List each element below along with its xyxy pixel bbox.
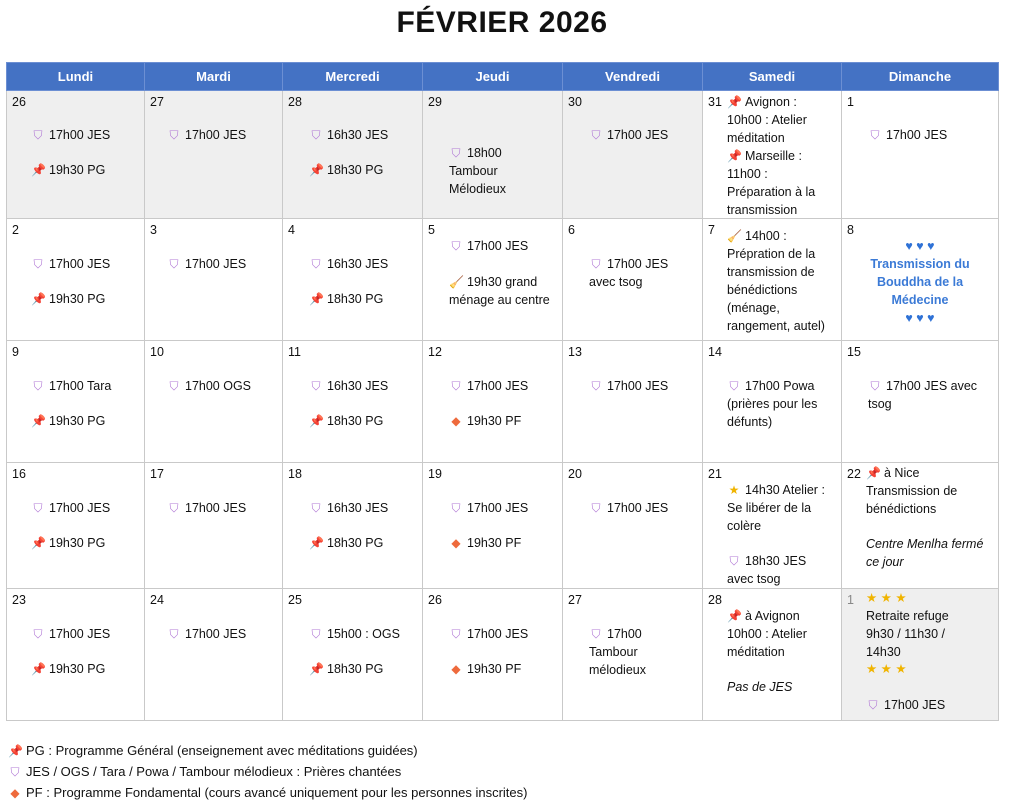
event (449, 625, 558, 643)
event-text: 18h30 PG (327, 536, 384, 550)
event-text: 18h30 JES avec tsog (727, 554, 807, 586)
event (727, 552, 837, 588)
event (449, 660, 558, 678)
praying-figure-icon: ⛉ (868, 698, 878, 712)
praying-figure-icon: ⛉ (169, 501, 179, 515)
pushpin-icon: 📌 (8, 744, 23, 758)
weekday-sunday: Dimanche (842, 63, 999, 91)
event (167, 625, 278, 643)
day-cell (563, 589, 703, 721)
praying-figure-icon: ⛉ (33, 257, 43, 271)
weekday-thursday: Jeudi (423, 63, 563, 91)
event-text: 18h30 PG (327, 292, 384, 306)
event-text: 17h00 JES (607, 379, 669, 393)
day-cell (842, 341, 999, 463)
day-cell (283, 91, 423, 219)
day-cell (7, 463, 145, 589)
event (727, 227, 837, 335)
praying-figure-icon: ⛉ (870, 128, 880, 142)
day-cell (423, 589, 563, 721)
praying-figure-icon: ⛉ (311, 257, 321, 271)
event (449, 273, 558, 309)
day-number: 5 (428, 223, 435, 237)
orange-diamond-icon: ◆ (10, 786, 20, 800)
event (868, 126, 994, 144)
calendar-grid (6, 62, 999, 721)
event-text: 19h30 PF (467, 536, 522, 550)
day-number: 8 (847, 223, 854, 237)
event-text: 14h30 Atelier : Se libérer de la colère (727, 483, 825, 533)
day-number: 12 (428, 345, 442, 359)
event-text: 17h00 Powa (prières pour les défunts) (727, 379, 818, 429)
day-cell (423, 91, 563, 219)
praying-figure-icon: ⛉ (311, 128, 321, 142)
weekday-friday: Vendredi (563, 63, 703, 91)
pushpin-icon: 📌 (866, 466, 881, 480)
weekday-wednesday: Mercredi (283, 63, 423, 91)
day-number: 9 (12, 345, 19, 359)
day-number: 15 (847, 345, 861, 359)
day-number: 17 (150, 467, 164, 481)
day-cell (703, 589, 842, 721)
event-text: 16h30 JES (327, 257, 389, 271)
day-number: 23 (12, 593, 26, 607)
event-text: 16h30 JES (327, 501, 389, 515)
praying-figure-icon: ⛉ (311, 379, 321, 393)
pushpin-icon: 📌 (31, 163, 46, 177)
day-cell (842, 91, 999, 219)
star-icon: ★ (728, 483, 740, 497)
day-number: 31 (708, 95, 722, 109)
event-text: 18h00 Tambour Mélodieux (449, 146, 506, 196)
event (309, 499, 418, 517)
legend-pg (8, 742, 418, 760)
event-text: 17h00 JES (49, 627, 111, 641)
praying-figure-icon: ⛉ (451, 627, 461, 641)
event-text: 17h00 Tambour mélodieux (589, 627, 646, 677)
praying-figure-icon: ⛉ (591, 257, 601, 271)
event (31, 534, 140, 552)
praying-figure-icon: ⛉ (729, 554, 739, 568)
event (309, 377, 418, 395)
day-number: 18 (288, 467, 302, 481)
event-text: 18h30 PG (327, 163, 384, 177)
event-note: Centre Menlha fermé ce jour (866, 537, 984, 569)
day-number: 2 (12, 223, 19, 237)
praying-figure-icon: ⛉ (591, 627, 601, 641)
event (589, 499, 698, 517)
event-text: 18h30 PG (327, 414, 384, 428)
event-text: 17h00 JES (607, 128, 669, 142)
event (727, 93, 837, 147)
orange-diamond-icon: ◆ (451, 536, 461, 550)
event (167, 255, 278, 273)
praying-figure-icon: ⛉ (169, 257, 179, 271)
pushpin-icon: 📌 (309, 662, 324, 676)
stars-row-top (866, 589, 994, 607)
day-cell (563, 341, 703, 463)
day-number: 27 (568, 593, 582, 607)
day-cell (145, 91, 283, 219)
pushpin-icon: 📌 (31, 662, 46, 676)
day-cell (842, 589, 999, 721)
event-note: Pas de JES (727, 680, 793, 694)
event-text: 18h30 PG (327, 662, 384, 676)
day-number: 26 (428, 593, 442, 607)
day-number: 19 (428, 467, 442, 481)
weekday-tuesday: Mardi (145, 63, 283, 91)
event-text: à Avignon 10h00 : Atelier méditation (727, 609, 807, 659)
day-number: 10 (150, 345, 164, 359)
day-cell (7, 589, 145, 721)
day-number: 11 (288, 345, 301, 359)
praying-figure-icon: ⛉ (169, 128, 179, 142)
event (309, 660, 418, 678)
day-cell (145, 341, 283, 463)
day-number: 16 (12, 467, 26, 481)
event (449, 499, 558, 517)
event-text: 17h00 JES (185, 627, 247, 641)
orange-diamond-icon: ◆ (451, 662, 461, 676)
event (727, 607, 837, 661)
day-cell (703, 91, 842, 219)
praying-figure-icon: ⛉ (33, 501, 43, 515)
praying-figure-icon: ⛉ (311, 627, 321, 641)
week-row (7, 219, 999, 341)
day-cell (7, 219, 145, 341)
broom-icon: 🧹 (449, 275, 464, 289)
hearts-row-bottom (850, 309, 990, 327)
broom-icon: 🧹 (727, 229, 742, 243)
event-text: 17h00 JES (886, 128, 948, 142)
praying-figure-icon: ⛉ (33, 379, 43, 393)
event-text: Avignon : 10h00 : Atelier méditation (727, 95, 807, 145)
event (167, 377, 278, 395)
praying-figure-icon: ⛉ (33, 627, 43, 641)
day-cell (842, 219, 999, 341)
event (31, 377, 140, 395)
event (309, 255, 418, 273)
day-cell (7, 91, 145, 219)
event-text: 19h30 PG (49, 414, 106, 428)
weekday-saturday: Samedi (703, 63, 842, 91)
day-number: 28 (288, 95, 302, 109)
event (449, 412, 558, 430)
day-number: 24 (150, 593, 164, 607)
event (727, 147, 837, 219)
event (589, 255, 698, 291)
event (167, 499, 278, 517)
event-text: 17h00 JES (607, 501, 669, 515)
event (449, 237, 558, 255)
day-number: 14 (708, 345, 722, 359)
day-cell (283, 219, 423, 341)
day-cell (283, 341, 423, 463)
orange-diamond-icon: ◆ (451, 414, 461, 428)
legend-prayers (8, 763, 401, 781)
day-cell (423, 463, 563, 589)
event-text: 15h00 : OGS (327, 627, 400, 641)
event-text: 17h00 JES (49, 501, 111, 515)
praying-figure-icon: ⛉ (169, 627, 179, 641)
day-number: 4 (288, 223, 295, 237)
event (31, 660, 140, 678)
event (727, 481, 837, 535)
pushpin-icon: 📌 (727, 95, 742, 109)
pushpin-icon: 📌 (31, 414, 46, 428)
event-text: Retraite refuge 9h30 / 11h30 / 14h30 (866, 609, 949, 659)
pushpin-icon: 📌 (309, 536, 324, 550)
praying-figure-icon: ⛉ (169, 379, 179, 393)
event (309, 126, 418, 144)
event (31, 161, 140, 179)
day-number: 25 (288, 593, 302, 607)
day-cell (423, 219, 563, 341)
day-number: 1 (847, 593, 854, 607)
event (31, 290, 140, 308)
event (309, 534, 418, 552)
event-text: 17h00 JES (49, 128, 111, 142)
praying-figure-icon: ⛉ (451, 379, 461, 393)
event (868, 377, 994, 413)
event (727, 377, 837, 431)
day-number: 30 (568, 95, 582, 109)
event-text: 16h30 JES (327, 379, 389, 393)
day-cell (283, 463, 423, 589)
event-text: 17h00 JES (49, 257, 111, 271)
legend-text: PF : Programme Fondamental (cours avancé uniquement pour les personnes inscrites) (26, 785, 528, 800)
event-text: 19h30 PF (467, 662, 522, 676)
event (31, 499, 140, 517)
day-number: 26 (12, 95, 26, 109)
legend-pf (8, 784, 527, 802)
event-text: 17h00 OGS (185, 379, 252, 393)
event-text: Marseille : 11h00 : Préparation à la transmission (727, 149, 816, 217)
day-number: 7 (708, 223, 715, 237)
day-number: 20 (568, 467, 582, 481)
praying-figure-icon: ⛉ (451, 239, 461, 253)
star-icon: ★ ★ ★ (866, 662, 907, 676)
blue-heart-icon: ♥ ♥ ♥ (905, 239, 935, 253)
event-text: 19h30 PF (467, 414, 522, 428)
event (449, 377, 558, 395)
event (31, 625, 140, 643)
praying-figure-icon: ⛉ (591, 379, 601, 393)
event-text: 17h00 JES avec tsog (589, 257, 669, 289)
pushpin-icon: 📌 (309, 292, 324, 306)
day-cell (842, 463, 999, 589)
event-text: 16h30 JES (327, 128, 389, 142)
event (589, 126, 698, 144)
event-text: 17h00 JES (185, 501, 247, 515)
day-cell (563, 91, 703, 219)
event-text: 19h30 PG (49, 292, 106, 306)
event-text: 19h30 grand ménage au centre (449, 275, 550, 307)
day-number: 3 (150, 223, 157, 237)
event-text: 17h00 JES (467, 501, 529, 515)
event-text: 14h00 : Prépration de la transmission de bénédictions (ménage, rangement, autel) (727, 229, 825, 333)
week-row (7, 341, 999, 463)
day-cell (283, 589, 423, 721)
event (309, 625, 418, 643)
event-text: 17h00 JES (467, 239, 529, 253)
event (449, 534, 558, 552)
event (309, 161, 418, 179)
event (866, 464, 994, 518)
day-cell (423, 341, 563, 463)
event-text: 17h00 Tara (49, 379, 112, 393)
pushpin-icon: 📌 (727, 609, 742, 623)
day-number: 1 (847, 95, 854, 109)
page-title: FÉVRIER 2026 (396, 6, 608, 39)
event-text: à Nice Transmission de bénédictions (866, 466, 958, 516)
pushpin-icon: 📌 (31, 292, 46, 306)
event-text: 17h00 JES (467, 379, 529, 393)
event (31, 412, 140, 430)
event-text: 17h00 JES avec tsog (868, 379, 978, 411)
event-text: 17h00 JES (467, 627, 529, 641)
event (31, 255, 140, 273)
special-event: Transmission du Bouddha de la Médecine (870, 257, 970, 307)
event-text: 19h30 PG (49, 163, 106, 177)
hearts-row-top (850, 237, 990, 255)
praying-figure-icon: ⛉ (729, 379, 739, 393)
pushpin-icon: 📌 (31, 536, 46, 550)
day-number: 13 (568, 345, 582, 359)
event (31, 126, 140, 144)
day-cell (145, 463, 283, 589)
stars-row-bottom (866, 660, 994, 678)
day-number: 29 (428, 95, 442, 109)
praying-figure-icon: ⛉ (591, 128, 601, 142)
praying-figure-icon: ⛉ (10, 765, 20, 779)
weekday-monday: Lundi (7, 63, 145, 91)
pushpin-icon: 📌 (727, 149, 742, 163)
pushpin-icon: 📌 (309, 414, 324, 428)
day-cell (563, 463, 703, 589)
event (449, 144, 558, 198)
day-number: 22 (847, 467, 861, 481)
praying-figure-icon: ⛉ (451, 501, 461, 515)
day-cell (145, 589, 283, 721)
day-number: 6 (568, 223, 575, 237)
praying-figure-icon: ⛉ (451, 146, 461, 160)
event (589, 377, 698, 395)
day-cell (563, 219, 703, 341)
event (589, 625, 698, 679)
praying-figure-icon: ⛉ (33, 128, 43, 142)
weekday-header-row (7, 63, 999, 91)
day-number: 27 (150, 95, 164, 109)
event-text: 17h00 JES (185, 257, 247, 271)
event-text: 17h00 JES (884, 698, 946, 712)
day-number: 28 (708, 593, 722, 607)
event-text: 19h30 PG (49, 662, 106, 676)
day-cell (703, 341, 842, 463)
praying-figure-icon: ⛉ (870, 379, 880, 393)
week-row (7, 589, 999, 721)
event (866, 696, 994, 714)
legend-text: PG : Programme Général (enseignement avec méditations guidées) (26, 743, 418, 758)
legend-text: JES / OGS / Tara / Powa / Tambour mélodieux : Prières chantées (26, 764, 402, 779)
praying-figure-icon: ⛉ (311, 501, 321, 515)
day-cell (703, 463, 842, 589)
day-number: 21 (708, 467, 722, 481)
day-cell (703, 219, 842, 341)
event (167, 126, 278, 144)
day-cell (7, 341, 145, 463)
star-icon: ★ ★ ★ (866, 591, 907, 605)
week-row (7, 91, 999, 219)
pushpin-icon: 📌 (309, 163, 324, 177)
week-row (7, 463, 999, 589)
event-text: 17h00 JES (185, 128, 247, 142)
event-text: 19h30 PG (49, 536, 106, 550)
event (309, 412, 418, 430)
blue-heart-icon: ♥ ♥ ♥ (905, 311, 935, 325)
praying-figure-icon: ⛉ (591, 501, 601, 515)
event (309, 290, 418, 308)
day-cell (145, 219, 283, 341)
